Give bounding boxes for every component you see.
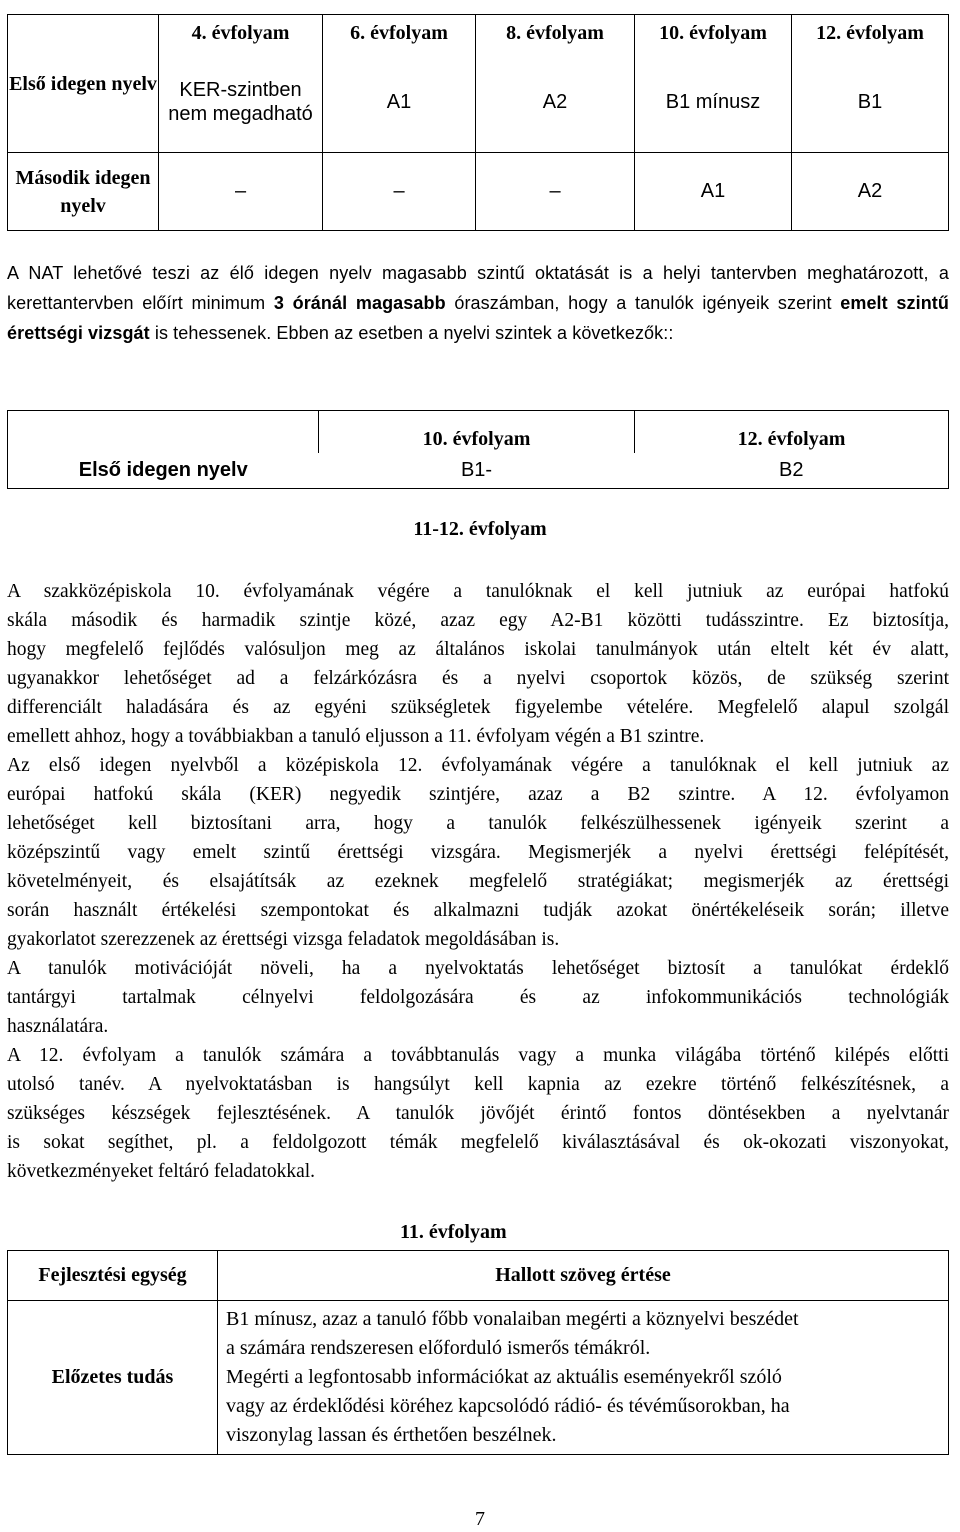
text-line: európai hatfokú skála (KER) negyedik szintjére, azaz a B2 szintre. A 12. évfolyamon [7, 784, 949, 805]
second-language-label: Második idegen nyelv [8, 153, 159, 231]
text-line: viszonylag lassan és érthetően beszélnek. [226, 1424, 557, 1446]
level-cell: A1 [635, 153, 792, 231]
prior-knowledge-text [218, 1301, 949, 1455]
table-caption: 11. évfolyam [400, 1221, 507, 1243]
text-line: A 12. évfolyam a tanulók számára a továbbtanulás vagy a munka világába történő kilépés előtti [7, 1045, 949, 1066]
text-line: B1 mínusz, azaz a tanuló főbb vonalaiban megérti a köznyelvi beszédet [226, 1308, 799, 1330]
level-target-table [7, 410, 949, 489]
text-line: vagy az érdeklődési köréhez kapcsolódó rádió- és tévéműsorokban, ha [226, 1395, 790, 1417]
text-line: használatára. [7, 1016, 109, 1037]
text-line: következményeket feltáró feladatokkal. [7, 1161, 316, 1182]
bold-phrase: 3 óránál magasabb [273, 293, 446, 313]
level-cell: B1 mínusz [635, 53, 792, 153]
page-number: 7 [475, 1508, 485, 1530]
body-text [7, 577, 949, 1186]
prior-knowledge-label: Előzetes tudás [8, 1301, 218, 1455]
text-line: középszintű vagy emelt szintű érettségi vizsgára. Megismerjék a nyelvi érettségi felépítését, [7, 842, 949, 863]
text-line: skála második és harmadik szintje közé, azaz egy A2-B1 közötti tudásszintre. Ez biztosítja, [7, 610, 949, 631]
text-line: követelményeit, és elsajátítsák az ezeknek megfelelő stratégiákat; megismerjék az érettségi [7, 871, 949, 892]
text-line: A szakközépiskola 10. évfolyamának végére a tanulóknak el kell jutniuk az európai hatfokú [7, 581, 949, 602]
text-line: Megérti a legfontosabb információkat az aktuális eseményekről szóló [226, 1366, 782, 1388]
text-line: szükséges készségek fejlesztésének. A tanulók jövőjét érintő fontos döntésekben a nyelvtanár [7, 1103, 949, 1124]
section-heading: 11-12. évfolyam [413, 518, 547, 540]
level-cell: B2 [635, 453, 949, 489]
level-cell: KER-szintben nem megadható [159, 53, 323, 153]
unit-label: Fejlesztési egység [8, 1251, 218, 1301]
unit-value: Hallott szöveg értése [218, 1251, 949, 1301]
level-cell: A2 [476, 53, 635, 153]
grade-header: 12. évfolyam [792, 15, 949, 53]
level-cell: A2 [792, 153, 949, 231]
grade-header: 8. évfolyam [476, 15, 635, 53]
text-line: emellett ahhoz, hogy a továbbiakban a tanuló eljusson a 11. évfolyam végén a B1 szintre. [7, 726, 705, 747]
intro-paragraph: A NAT lehetővé teszi az élő idegen nyelv magasabb szintű oktatását is a helyi tantervben meghatározott, a kerettantervben előírt minimum 3 óránál magasabb óraszámban, hogy a tanulók igényeik szerint emelt szintű érettségi vizsgát is tehessenek. Ebben az esetben a nyelvi szintek a következők:: [7, 263, 949, 343]
level-cell: – [476, 153, 635, 231]
text-line: utolsó tanév. A nyelvoktatásban is hangsúlyt kell kapnia az ezekre történő felkészítésnek, a [7, 1074, 949, 1095]
level-cell: B1- [319, 453, 635, 489]
text-line: A tanulók motivációját növeli, ha a nyelvoktatás lehetőséget biztosít a tanulókat érdeklő [7, 958, 949, 979]
text-line: a számára rendszeresen előforduló ismerős témákról. [226, 1337, 651, 1359]
bold-phrase: emelt szintű érettségi vizsgát [7, 293, 949, 343]
level-cell: B1 [792, 53, 949, 153]
language-level-table [7, 14, 949, 231]
level-cell: – [323, 153, 476, 231]
first-language-label: Első idegen nyelv [8, 15, 159, 153]
text-line: tantárgyi tartalmak célnyelvi feldolgozására és az infokommunikációs technológiák [7, 987, 949, 1008]
text-line: gyakorlatot szerezzenek az érettségi vizsga feladatok megoldásában is. [7, 929, 560, 950]
grade-header: 10. évfolyam [319, 411, 635, 453]
text-line: során használt értékelési szempontokat és alkalmazni tudják azokat önértékeléseik során; illetve [7, 900, 949, 921]
text-line: ugyanakkor lehetőséget ad a felzárkózásra és a nyelvi csoportok közös, de szükség szerint [7, 668, 949, 689]
development-unit-table [7, 1250, 949, 1455]
text-line: differenciált haladására és az egyéni szükségletek figyelembe vételére. Megfelelő alapul szolgál [7, 697, 949, 718]
level-cell: – [159, 153, 323, 231]
grade-header: 10. évfolyam [635, 15, 792, 53]
text-line: lehetőséget kell biztosítani arra, hogy a tanulók felkészülhessenek igényeik szerint a [7, 813, 949, 834]
text-line: is sokat segíthet, pl. a feldolgozott témák megfelelő kiválasztásával és ok-okozati viszonyokat, [7, 1132, 949, 1153]
grade-header: 6. évfolyam [323, 15, 476, 53]
grade-header: 12. évfolyam [635, 411, 949, 453]
grade-header: 4. évfolyam [159, 15, 323, 53]
text-line: Az első idegen nyelvből a középiskola 12. évfolyamának végére a tanulóknak el kell jutniuk az [7, 755, 949, 776]
text-line: hogy megfelelő fejlődés valósuljon meg az általános iskolai tanulmányok után eltelt két év alatt, [7, 639, 949, 660]
level-cell: A1 [323, 53, 476, 153]
row-label: Első idegen nyelv [8, 453, 319, 489]
